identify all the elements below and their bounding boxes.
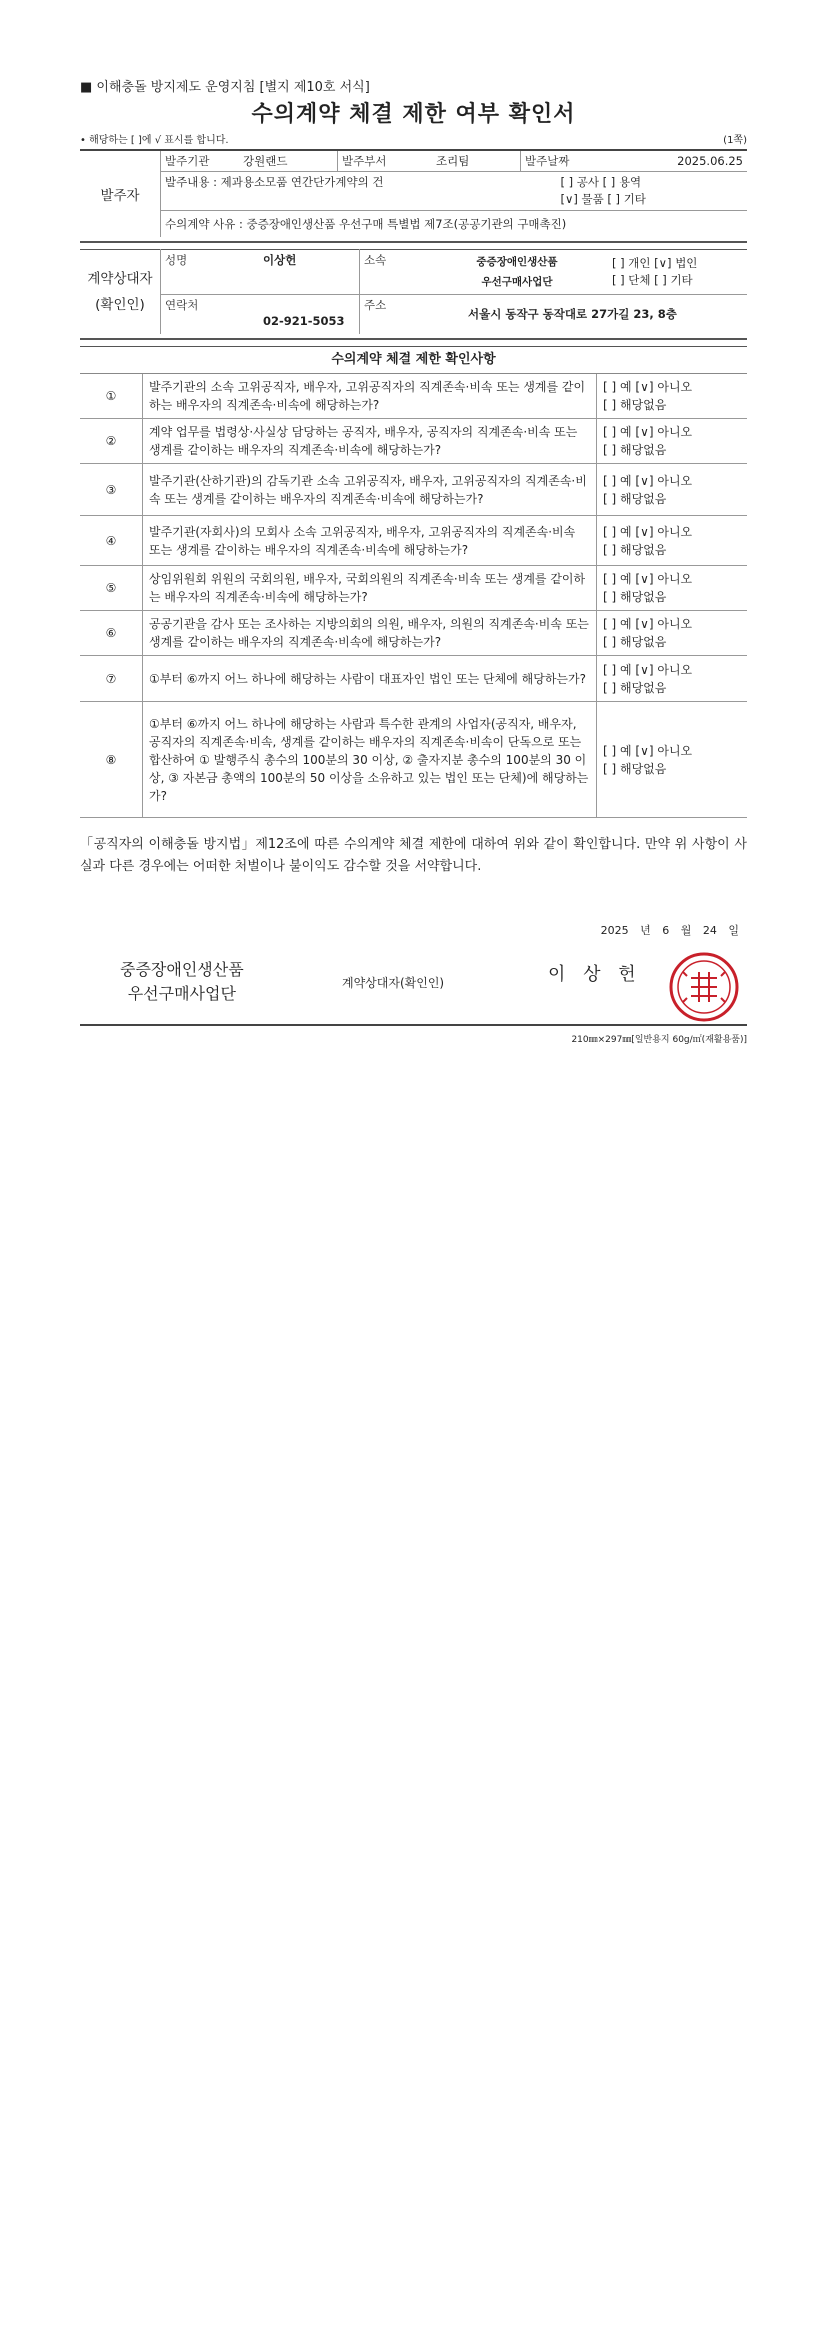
contractor-type <box>596 249 747 294</box>
date-value: 2025.06.25 <box>615 151 747 172</box>
check-option-yes-no[interactable]: [ ] 예 [∨] 아니오 <box>603 617 693 631</box>
check-row <box>80 464 747 516</box>
dept-label: 발주부서 <box>338 151 433 172</box>
contact-value: 02-921-5053 <box>259 294 360 334</box>
order-type-line-1[interactable]: [ ] 공사 [ ] 용역 <box>560 175 642 189</box>
contractor-label-1: 계약상대자 <box>87 270 153 287</box>
check-option-yes-no[interactable]: [ ] 예 [∨] 아니오 <box>603 662 693 677</box>
check-row <box>80 516 747 566</box>
check-row <box>80 656 747 702</box>
signer-role: 계약상대자(확인인) <box>342 976 445 990</box>
check-question: 발주기관의 소속 고위공직자, 배우자, 고위공직자의 직계존속·비속 또는 생계를 같이하는 배우자의 직계존속·비속에 해당하는가? <box>143 374 597 419</box>
agency-label: 발주기관 <box>161 151 240 172</box>
contractor-section-label <box>80 249 161 334</box>
contractor-type-line-2[interactable]: [ ] 단체 [ ] 기타 <box>612 272 693 287</box>
check-table <box>80 374 747 818</box>
check-question: ①부터 ⑥까지 어느 하나에 해당하는 사람과 특수한 관계의 사업자(공직자, 배우자, 공직자의 직계존속·비속, 생계를 같이하는 배우자의 직계존속·비속이 단독으로 또는 합산하여 ① 발행주식 총수의 100분의 30 이상, ② 출자지분 총수의 100분의 30 이상, ③ 자본금 총액의 100분의 50 이상을 소유하고 있는 법인 또는 단체)에 해당하는가? <box>143 702 597 818</box>
form-reference: ■ 이해충돌 방지제도 운영지침 [별지 제10호 서식] <box>80 80 370 95</box>
name-label: 성명 <box>161 249 260 294</box>
signer-name: 이 상 헌 <box>548 964 642 985</box>
check-options <box>597 702 748 818</box>
confirmation-form <box>80 78 747 1045</box>
contractor-org <box>120 958 244 1006</box>
contract-reason: 수의계약 사유 : 중증장애인생산품 우선구매 특별법 제7조(공공기관의 구매촉진) <box>165 216 567 231</box>
page-title: 수의계약 체결 제한 여부 확인서 <box>251 102 576 127</box>
check-options <box>597 464 748 516</box>
check-number: ② <box>80 419 143 464</box>
check-option-na[interactable]: [ ] 해당없음 <box>603 491 667 506</box>
check-question: 계약 업무를 법령상·사실상 담당하는 공직자, 배우자, 공직자의 직계존속·비속 또는 생계를 같이하는 배우자의 직계존속·비속에 해당하는가? <box>143 419 597 464</box>
check-question: 상임위원회 위원의 국회의원, 배우자, 국회의원의 직계존속·비속 또는 생계를 같이하는 배우자의 직계존속·비속에 해당하는가? <box>143 566 597 611</box>
pledge-statement: 「공직자의 이해충돌 방지법」제12조에 따른 수의계약 체결 제한에 대하여 위와 같이 확인합니다. 만약 위 사항이 사실과 다른 경우에는 어떠한 처벌이나 불이익도 감수할 것을 서약합니다. <box>80 837 747 874</box>
check-section <box>80 346 747 818</box>
page-count: (1쪽) <box>723 135 747 146</box>
check-row <box>80 566 747 611</box>
check-question: ①부터 ⑥까지 어느 하나에 해당하는 사람이 대표자인 법인 또는 단체에 해당하는가? <box>143 656 597 702</box>
date-label: 발주날짜 <box>521 151 616 172</box>
check-number: ① <box>80 374 143 419</box>
official-seal-icon <box>669 952 739 1022</box>
check-option-na[interactable]: [ ] 해당없음 <box>603 443 667 457</box>
affiliation-value <box>438 249 596 294</box>
check-option-na[interactable]: [ ] 해당없음 <box>603 398 667 412</box>
check-options <box>597 516 748 566</box>
check-number: ⑧ <box>80 702 143 818</box>
check-question: 발주기관(자회사)의 모회사 소속 고위공직자, 배우자, 고위공직자의 직계존속·비속 또는 생계를 같이하는 배우자의 직계존속·비속에 해당하는가? <box>143 516 597 566</box>
name-value: 이상헌 <box>259 249 360 294</box>
check-heading: 수의계약 체결 제한 확인사항 <box>80 347 747 374</box>
check-note: • 해당하는 [ ]에 √ 표시를 합니다. <box>80 135 229 146</box>
check-number: ⑥ <box>80 611 143 656</box>
affiliation-label: 소속 <box>360 249 439 294</box>
check-options <box>597 656 748 702</box>
contact-label: 연락처 <box>165 297 199 312</box>
check-number: ⑦ <box>80 656 143 702</box>
contractor-table <box>80 249 747 335</box>
order-type <box>521 172 748 211</box>
check-option-yes-no[interactable]: [ ] 예 [∨] 아니오 <box>603 524 693 539</box>
affiliation-line-1: 중증장애인생산품 <box>476 255 558 268</box>
dept-value: 조리팀 <box>432 151 521 172</box>
note-row <box>80 132 747 151</box>
divider <box>80 334 747 340</box>
check-question: 공공기관을 감사 또는 조사하는 지방의회의 의원, 배우자, 의원의 직계존속·비속 또는 생계를 같이하는 배우자의 직계존속·비속에 해당하는가? <box>143 611 597 656</box>
check-row <box>80 702 747 818</box>
check-number: ⑤ <box>80 566 143 611</box>
check-number: ③ <box>80 464 143 516</box>
check-option-na[interactable]: [ ] 해당없음 <box>603 761 667 776</box>
check-option-yes-no[interactable]: [ ] 예 [∨] 아니오 <box>603 425 693 439</box>
check-options <box>597 374 748 419</box>
check-option-na[interactable]: [ ] 해당없음 <box>603 635 667 649</box>
check-option-yes-no[interactable]: [ ] 예 [∨] 아니오 <box>603 473 693 488</box>
divider <box>80 237 747 243</box>
org-line-2: 우선구매사업단 <box>127 984 236 1003</box>
address-label: 주소 <box>364 297 387 312</box>
affiliation-line-2: 우선구매사업단 <box>481 275 553 288</box>
check-option-yes-no[interactable]: [ ] 예 [∨] 아니오 <box>603 572 693 586</box>
orderer-section-label: 발주자 <box>80 151 161 237</box>
check-row <box>80 611 747 656</box>
order-type-line-2[interactable]: [∨] 물품 [ ] 기타 <box>560 192 646 206</box>
contractor-type-line-1[interactable]: [ ] 개인 [∨] 법인 <box>612 255 698 270</box>
sign-date: 2025 년 6 월 24 일 <box>600 924 739 937</box>
check-option-na[interactable]: [ ] 해당없음 <box>603 542 667 557</box>
check-options <box>597 611 748 656</box>
check-option-na[interactable]: [ ] 해당없음 <box>603 590 667 604</box>
contractor-label-2: (확인인) <box>95 296 145 313</box>
paper-spec: 210㎜×297㎜[일반용지 60g/㎡(재활용품)] <box>80 1024 747 1045</box>
check-options <box>597 419 748 464</box>
check-number: ④ <box>80 516 143 566</box>
check-options <box>597 566 748 611</box>
signature-block <box>80 952 747 1018</box>
check-option-na[interactable]: [ ] 해당없음 <box>603 680 667 695</box>
agency-value: 강원랜드 <box>239 151 338 172</box>
check-option-yes-no[interactable]: [ ] 예 [∨] 아니오 <box>603 743 693 758</box>
address-value: 서울시 동작구 동작대로 27가길 23, 8층 <box>468 307 677 322</box>
check-question: 발주기관(산하기관)의 감독기관 소속 고위공직자, 배우자, 고위공직자의 직계존속·비속 또는 생계를 같이하는 배우자의 직계존속·비속에 해당하는가? <box>143 464 597 516</box>
check-row <box>80 374 747 419</box>
check-row <box>80 419 747 464</box>
orderer-table <box>80 151 747 237</box>
check-option-yes-no[interactable]: [ ] 예 [∨] 아니오 <box>603 380 693 394</box>
order-content: 발주내용 : 제과용소모품 연간단가계약의 건 <box>161 172 521 211</box>
org-line-1: 중증장애인생산품 <box>120 960 244 979</box>
